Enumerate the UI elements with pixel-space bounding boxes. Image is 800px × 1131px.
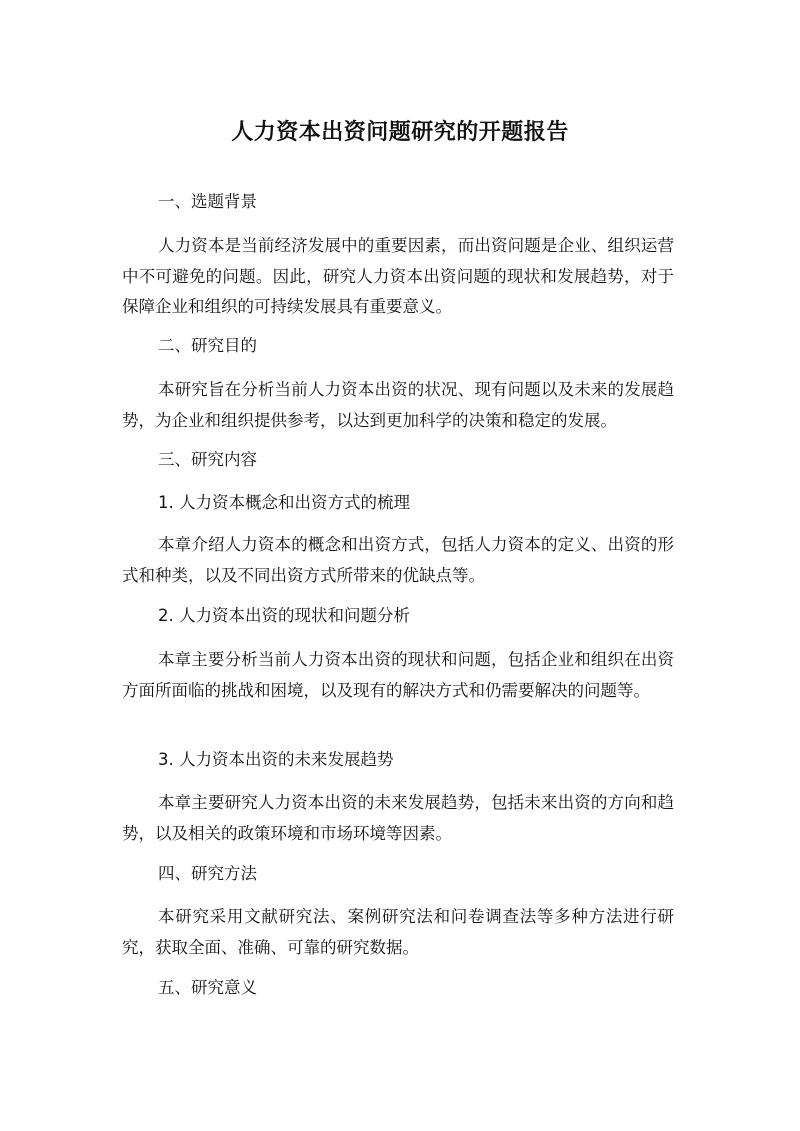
paragraph-trend: 本章主要研究人力资本出资的未来发展趋势，包括未来出资的方向和趋势，以及相关的政策环境和市场环境等因素。 xyxy=(122,793,674,843)
paragraph-method: 本研究采用文献研究法、案例研究法和问卷调查法等多种方法进行研究，获取全面、准确、可靠的研究数据。 xyxy=(122,907,674,957)
subheading-status: 2. 人力资本出资的现状和问题分析 xyxy=(158,606,410,625)
section-heading-purpose: 二、研究目的 xyxy=(158,336,257,355)
paragraph-status: 本章主要分析当前人力资本出资的现状和问题，包括企业和组织在出资方面所面临的挑战和困境，以及现有的解决方式和仍需要解决的问题等。 xyxy=(122,650,674,700)
document-title: 人力资本出资问题研究的开题报告 xyxy=(231,120,569,145)
section-heading-content: 三、研究内容 xyxy=(158,450,257,469)
section-heading-significance: 五、研究意义 xyxy=(158,978,257,997)
paragraph-background: 人力资本是当前经济发展中的重要因素，而出资问题是企业、组织运营中不可避免的问题。因此，研究人力资本出资问题的现状和发展趋势，对于保障企业和组织的可持续发展具有重要意义。 xyxy=(122,236,674,316)
section-heading-background: 一、选题背景 xyxy=(158,192,257,211)
paragraph-concept: 本章介绍人力资本的概念和出资方式，包括人力资本的定义、出资的形式和种类，以及不同出资方式所带来的优缺点等。 xyxy=(122,535,674,585)
subheading-concept: 1. 人力资本概念和出资方式的梳理 xyxy=(158,493,410,512)
section-heading-method: 四、研究方法 xyxy=(158,864,257,883)
paragraph-purpose: 本研究旨在分析当前人力资本出资的状况、现有问题以及未来的发展趋势，为企业和组织提供参考，以达到更加科学的决策和稳定的发展。 xyxy=(122,380,674,430)
subheading-trend: 3. 人力资本出资的未来发展趋势 xyxy=(158,750,394,769)
